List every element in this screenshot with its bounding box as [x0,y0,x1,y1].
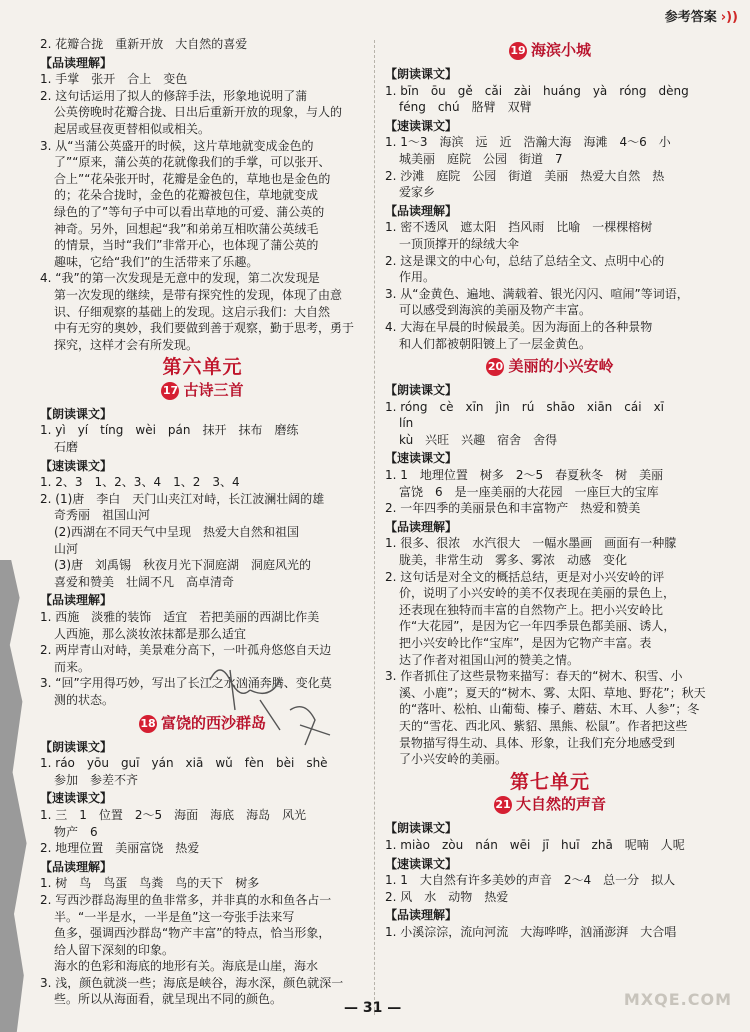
section-label: 【速读课文】 [40,458,113,473]
section-label: 【速读课文】 [385,451,458,466]
lesson-title [385,358,715,376]
answer-line: 公英傍晚时花瓣合拢、日出后重新开放的现象，与人的 [54,105,343,120]
answer-line: 2. 地理位置 美丽富饶 热爱 [40,841,200,856]
answer-line: 2. 风 水 动物 热爱 [385,889,509,904]
answer-line: 2. 这句话是对全文的概括总结，更是对小兴安岭的评 [385,569,665,584]
lesson-number-badge: 17 [161,382,179,400]
answer-line: 的“落叶、松柏、山葡萄、榛子、蘑菇、木耳、人参”；冬 [399,702,700,717]
answer-line: 2. 花瓣合拢 重新开放 大自然的喜爱 [40,37,248,51]
answer-line: 识、仔细观察的基础上的发现。这启示我们：大自然 [54,304,331,319]
answer-line: 山河 [54,541,79,556]
answer-line: 胧美，非常生动 雾多、雾浓 动感 变化 [399,553,628,568]
column-divider [374,40,375,1015]
lesson-title [385,796,715,814]
answer-line: 测的状态。 [54,692,115,707]
answer-line: 海水的色彩和海底的地形有关。海底是山崖，海水 [54,959,319,974]
answer-line: féng chú 胳臂 双臂 [399,100,532,115]
answer-line: 1. 1 大自然有许多美妙的声音 2～4 总一分 拟人 [385,873,676,888]
answer-line: 2. 沙滩 庭院 公园 街道 美丽 热爱大自然 热 [385,168,665,183]
answer-line: 3. “回”字用得巧妙，写出了长江之水汹涌奔腾、变化莫 [40,676,332,691]
section-label: 【朗读课文】 [385,383,458,398]
section-label: 【朗读课文】 [40,739,113,754]
lesson-title-text: 美丽的小兴安岭 [508,357,614,376]
answer-line: 喜爱和赞美 壮阔不凡 高卓清奇 [54,574,235,589]
right-column [385,36,715,941]
answer-line: 可以感受到海滨的美丽及物产丰富。 [399,303,592,318]
answer-line: 1. bīn ōu gě cǎi zài huáng yà róng dèng [385,83,689,98]
header-answer-tag [665,6,738,25]
answer-line: 起居或昼夜更替相似或相关。 [54,121,211,136]
answer-line: 1. 三 1 位置 2～5 海面 海底 海岛 风光 [40,807,307,822]
section-label: 【品读理解】 [385,519,458,534]
answer-line: 中有无穷的奥妙，我们要做到善于观察，勤于思考，勇于 [54,321,355,336]
answer-line: 富饶 6 是一座美丽的大花园 一座巨大的宝库 [399,484,659,499]
answer-line: 2. 两岸青山对峙，美景难分高下，一叶孤舟悠悠自天边 [40,643,332,658]
answer-line: 天的“雪花、西北风、紫貂、黑熊、松鼠”。作者把这些 [399,718,688,733]
answer-line: 3. 作者抓住了这些景物来描写：春天的“树木、积雪、小 [385,669,683,684]
answer-line: 作“大花园”，是因为它一年四季景色都美丽、诱人， [399,619,676,634]
answer-line: 作用。 [399,270,436,285]
answer-line: 1. 密不透风 遮太阳 挡风雨 比喻 一棵棵榕树 [385,220,653,235]
section-label: 【品读理解】 [40,55,113,70]
section-label: 【品读理解】 [40,859,113,874]
section-label: 【朗读课文】 [385,821,458,836]
lesson-title-text: 古诗三首 [183,380,244,399]
answer-line: 4. “我”的第一次发现是无意中的发现，第二次发现是 [40,271,320,286]
answer-line: 了小兴安岭的美丽。 [399,752,508,767]
answer-line: 1. 树 鸟 鸟蛋 鸟粪 鸟的天下 树多 [40,876,260,891]
answer-line: 神奇。另外，回想起“我”和弟弟互相吹蒲公英绒毛 [54,221,319,236]
answer-line: 1. 1～3 海滨 远 近 浩瀚大海 海滩 4～6 小 [385,135,671,150]
arrow-icon: ›)) [720,10,738,25]
lesson-number-badge: 18 [139,715,157,733]
lesson-number-badge: 21 [494,796,512,814]
answer-line: 1. 西施 淡雅的装饰 适宜 若把美丽的西湖比作美 [40,610,320,624]
answer-line: 景物描写得生动、具体、形象，让我们充分地感受到 [399,735,676,750]
site-watermark: MXQE.COM [623,990,732,1009]
section-label: 【速读课文】 [385,856,458,871]
answer-line: 1. 手掌 张开 合上 变色 [40,72,188,87]
page-number: — 31 — [344,1000,402,1016]
answer-line: kù 兴旺 兴趣 宿舍 舍得 [399,432,558,447]
unit-heading: 第六单元 [162,356,243,379]
answer-line: 半。“一半是水，一半是鱼”这一夸张手法来写 [54,909,295,924]
lesson-title-text: 海滨小城 [530,41,591,59]
answer-line: 还表现在独特而丰富的自然物产上。把小兴安岭比 [399,602,664,617]
lesson-title [385,42,715,60]
answer-line: 2. 写西沙群岛海里的鱼非常多，并非真的水和鱼各占一 [40,892,332,907]
answer-line: 1. yì yí tíng wèi pán 抹开 抹布 磨练 [40,423,299,438]
pencil-scribble [200,640,350,760]
answer-line: 1. ráo yōu guī yán xiā wǔ fèn bèi shè [40,756,328,771]
section-label: 【朗读课文】 [385,67,458,81]
answer-line: 的情景，当时“我们”非常开心，也体现了蒲公英的 [54,238,319,253]
answer-line: 而来。 [54,659,91,674]
answer-line: 3. 从“金黄色、遍地、满载着、银光闪闪、喧闹”等词语， [385,286,689,301]
section-label: 【速读课文】 [385,118,458,133]
answer-line: 人西施，那么淡妆浓抹都是那么适宜 [54,626,247,641]
answer-line: 合上”“花朵张开时，花瓣是金色的，草地也是金色的 [54,171,331,186]
answer-line: 2. 一年四季的美丽景色和丰富物产 热爱和赞美 [385,501,641,516]
answer-line: 了”“原来，蒲公英的花就像我们的手掌，可以张开、 [54,155,331,170]
lesson-number-badge: 19 [509,42,527,60]
answer-line: 3. 浅，颜色就淡一些；海底是峡谷，海水深，颜色就深一 [40,975,344,990]
lesson-title-text: 富饶的西沙群岛 [160,713,266,732]
answer-line: 鱼多，强调西沙群岛“物产丰富”的特点，恰当形象， [54,926,331,941]
answer-line: (2)西湖在不同天气中呈现 热爱大自然和祖国 [54,525,299,540]
section-label: 【品读理解】 [385,908,458,923]
lesson-title [40,382,365,400]
answer-line: 1. 小溪淙淙，流向河流 大海哗哗，汹涌澎湃 大合唱 [385,924,677,939]
answer-line: 2. (1)唐 李白 天门山夹江对峙，长江波澜壮阔的雄 [40,491,325,506]
answer-line: 第一次发现的继续，是带有探究性的发现，体现了由意 [54,287,343,302]
answer-line: 物产 6 [54,824,98,839]
answer-line: 1. róng cè xīn jìn rú shāo xiān cái xī [385,399,665,414]
answer-line: 爱家乡 [399,185,436,200]
section-label: 【速读课文】 [40,791,113,806]
answer-line: 趣味，它给“我们”的生活带来了乐趣。 [54,254,259,269]
answer-line: 达了作者对祖国山河的赞美之情。 [399,652,580,667]
answer-line: 1. 很多、很浓 水汽很大 一幅水墨画 画面有一种朦 [385,536,677,551]
lesson-title-text: 大自然的声音 [515,795,606,814]
answer-line: 绿色的了”等句子中可以看出草地的可爱、蒲公英的 [54,204,325,219]
left-column [40,36,365,1008]
answer-line: 参加 参差不齐 [54,772,139,787]
answer-line: 3. 从“当蒲公英盛开的时候，这片草地就变成金色的 [40,138,314,153]
answer-line: 给人留下深刻的印象。 [54,942,175,957]
answer-line: lín [399,416,414,431]
answer-line: 1. miào zòu nán wēi jī huī zhā 呢喃 人呢 [385,837,685,852]
answer-line: 奇秀丽 祖国山河 [54,508,151,523]
answer-line: 一顶顶撑开的绿绒大伞 [399,236,520,251]
answer-line: 些。所以从海面看，就呈现出不同的颜色。 [54,992,283,1007]
section-label: 【朗读课文】 [40,406,113,421]
section-label: 【品读理解】 [40,593,113,608]
answer-line: 石磨 [54,440,79,455]
torn-page-edge [0,560,28,1032]
lesson-number-badge: 20 [486,358,504,376]
answer-line: 的；花朵合拢时，金色的花瓣被包住，草地就变成 [54,188,319,203]
answer-line: 2. 这句话运用了拟人的修辞手法，形象地说明了蒲 [40,88,308,103]
answer-line: 4. 大海在早晨的时候最美。因为海面上的各种景物 [385,319,653,334]
answer-line: 城美丽 庭院 公园 街道 7 [399,151,563,166]
answer-line: 和人们都被朝阳镀上了一层金黄色。 [399,336,592,351]
answer-line: 1. 2、3 1、2、3、4 1、2 3、4 [40,475,240,490]
answer-line: 价，说明了小兴安岭的美不仅表现在美丽的景色上， [399,586,676,601]
answer-line: 探究，这样才会有所发现。 [54,337,199,352]
unit-heading: 第七单元 [509,770,590,793]
answer-line: 把小兴安岭比作“宝库”，是因为它物产丰富。表 [399,636,652,650]
answer-line: 1. 1 地理位置 树多 2～5 春夏秋冬 树 美丽 [385,468,664,483]
answer-line: 溪、小鹿”；夏天的“树木、雾、太阳、草地、野花”；秋天 [399,685,706,700]
section-label: 【品读理解】 [385,203,458,218]
answer-line: (3)唐 刘禹锡 秋夜月光下洞庭湖 洞庭风光的 [54,558,311,573]
header-tag-text: 参考答案 [664,10,717,25]
answer-line: 2. 这是课文的中心句，总结了总结全文、点明中心的 [385,253,665,268]
